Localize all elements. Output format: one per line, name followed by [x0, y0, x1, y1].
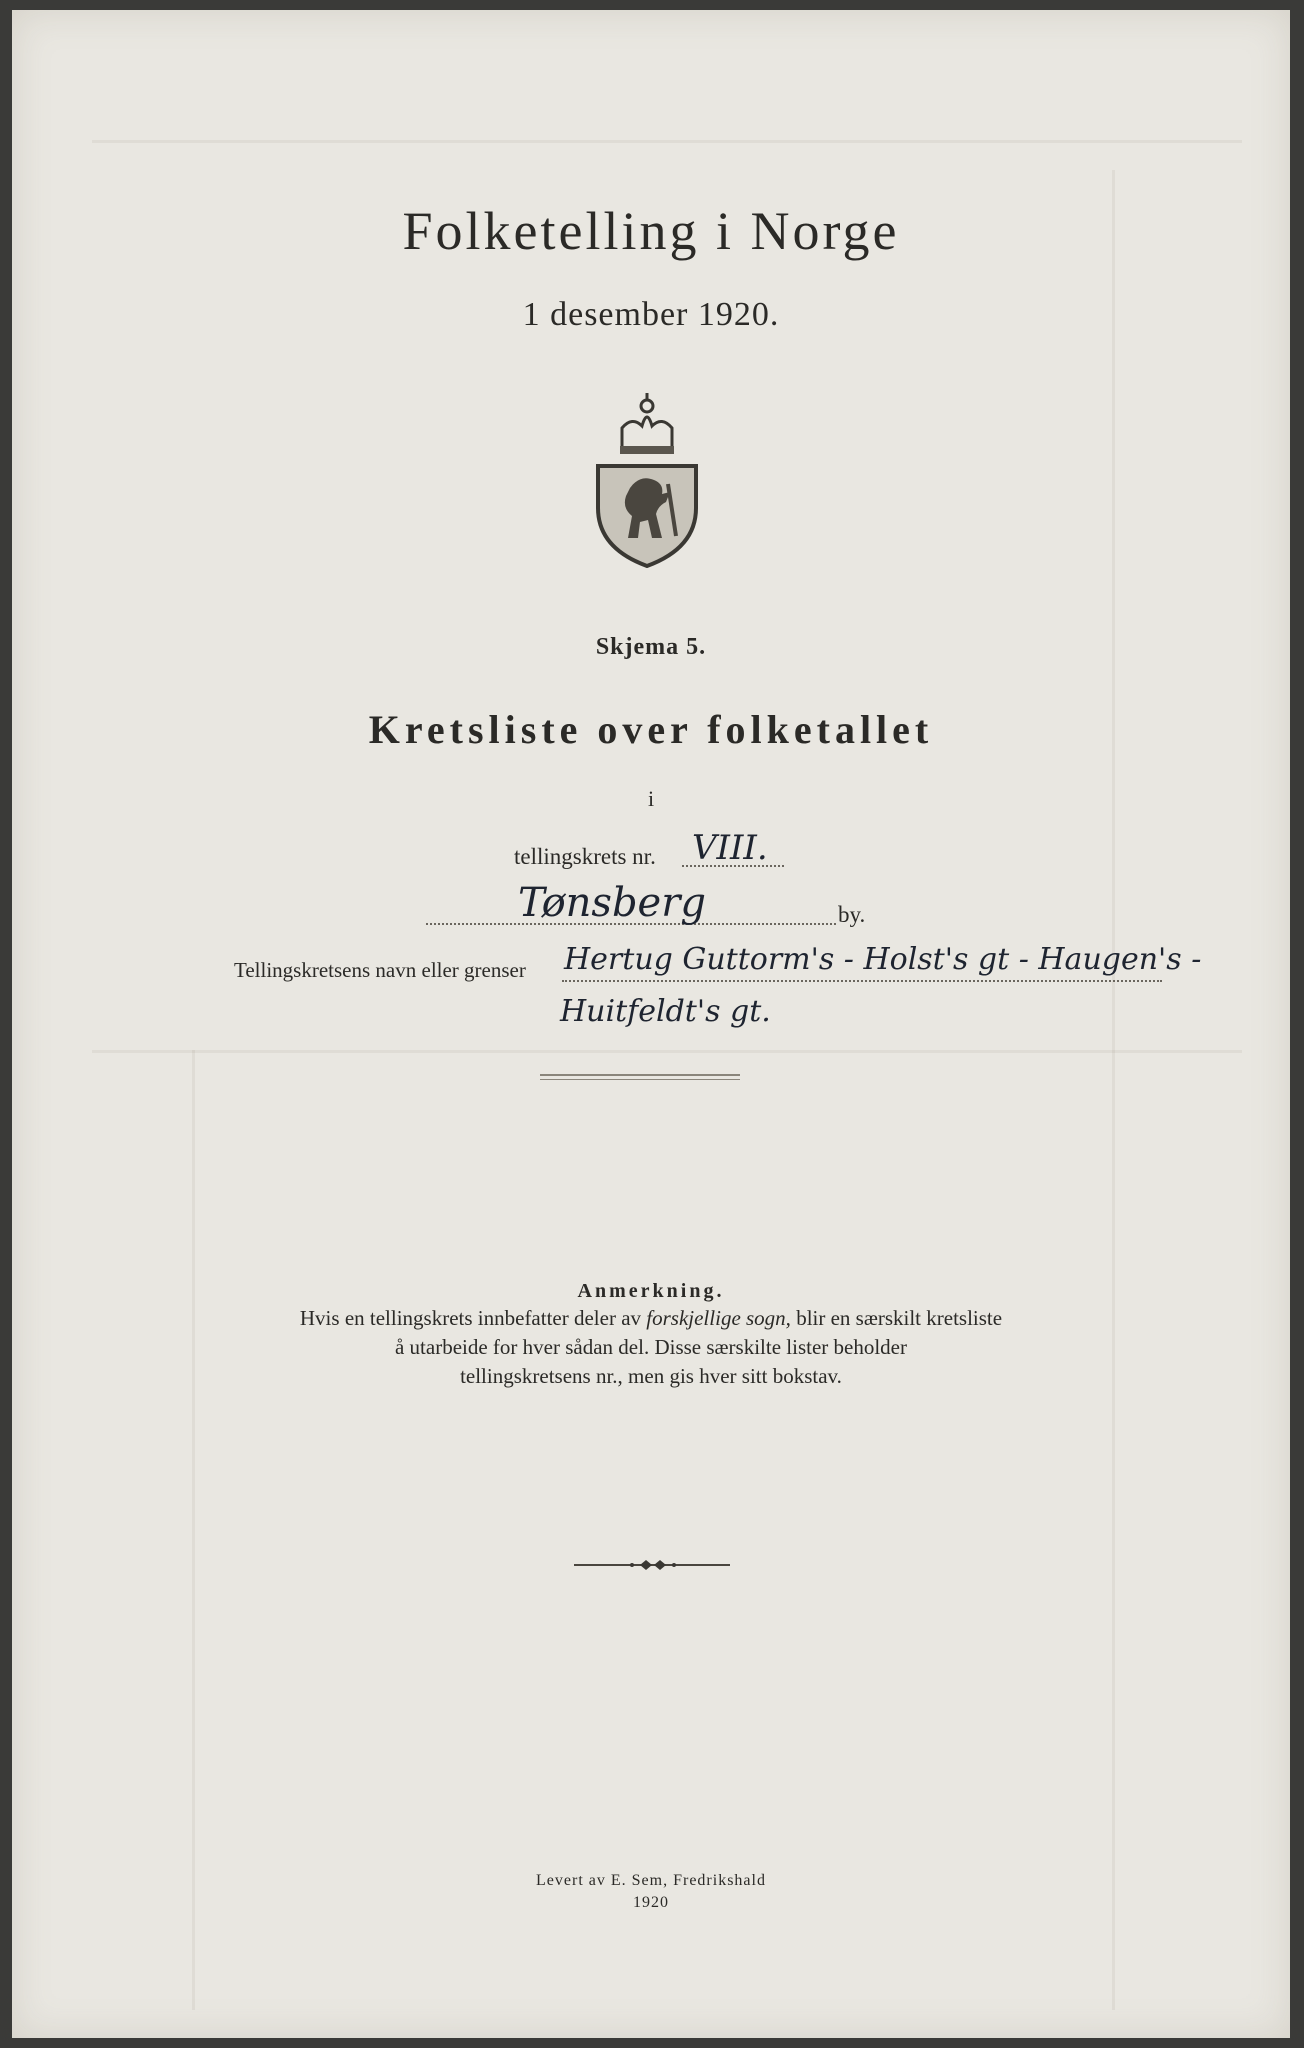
form-title: Folketelling i Norge — [402, 201, 900, 261]
district-number-handwritten: VIII. — [692, 828, 768, 868]
boundaries-handwritten-line-1: Hertug Guttorm's - Holst's gt - Haugen's - — [564, 942, 1202, 977]
note-line-1-start: Hvis en tellingskrets innbefatter deler av — [299, 1306, 642, 1330]
divider-rule — [540, 1074, 740, 1076]
printer-line: Levert av E. Sem, Fredrikshald — [536, 1872, 766, 1889]
boundaries-dotted-line — [562, 980, 1162, 982]
coat-of-arms-icon — [592, 388, 702, 568]
boundaries-label: Tellingskretsens navn eller grenser — [234, 958, 526, 982]
note-heading: Anmerkning. — [577, 1280, 725, 1302]
census-form-page — [12, 10, 1290, 2038]
note-line-2: å utarbeide for hver sådan del. Disse særskilte lister beholder — [394, 1335, 907, 1359]
note-line-1-end: blir en særskilt kretsliste — [796, 1306, 1003, 1330]
bleed-through-line — [192, 1050, 195, 2010]
bleed-through-line — [92, 1050, 1242, 1053]
bleed-through-line — [1112, 170, 1115, 2010]
note-line-1-emphasis: forskjellige sogn, — [646, 1306, 791, 1330]
town-name-handwritten: Tønsberg — [518, 880, 706, 926]
ornament-divider-icon — [572, 1558, 732, 1572]
schema-number: Skjema 5. — [595, 634, 707, 660]
boundaries-handwritten-line-2: Huitfeldt's gt. — [560, 994, 771, 1029]
preposition-text: i — [647, 786, 655, 811]
bleed-through-line — [92, 140, 1242, 143]
form-heading: Kretsliste over folketallet — [368, 707, 934, 752]
town-suffix: by. — [838, 902, 866, 927]
district-label: tellingskrets nr. — [514, 844, 656, 869]
note-line-3: tellingskretsens nr., men gis hver sitt bokstav. — [460, 1364, 842, 1388]
printer-year: 1920 — [633, 1894, 669, 1911]
printer-imprint — [12, 1870, 1290, 1914]
divider-rule — [540, 1079, 740, 1080]
note-line-1 — [12, 1304, 1290, 1333]
census-date: 1 desember 1920. — [522, 296, 780, 333]
